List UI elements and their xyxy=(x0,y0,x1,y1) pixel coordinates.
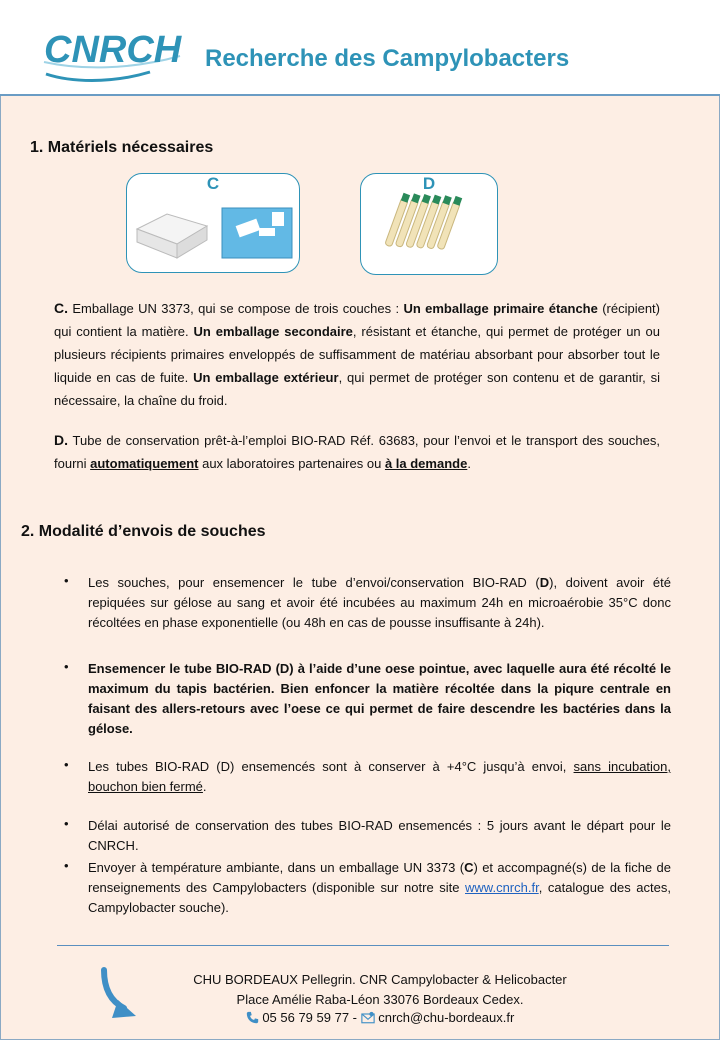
svg-text:CNRCH: CNRCH xyxy=(44,29,182,71)
bullet-4-marker: • xyxy=(64,816,69,831)
section-heading-modalites: 2. Modalité d’envois de souches xyxy=(21,523,266,540)
card-letter-c: C xyxy=(206,174,220,193)
tubes-image xyxy=(361,174,497,274)
packaging-box-image xyxy=(127,174,299,272)
footer-address-line1: CHU BORDEAUX Pellegrin. CNR Campylobacter & Helicobacter xyxy=(193,972,567,987)
footer-address-line2: Place Amélie Raba-Léon 33076 Bordeaux Cedex. xyxy=(236,992,524,1007)
section-heading-materials: 1. Matériels nécessaires xyxy=(30,139,214,156)
email-icon xyxy=(361,1011,375,1024)
footer-contact: 05 56 79 59 77 - cnrch@chu-bordeaux.fr xyxy=(140,1008,620,1028)
bullet-5-marker: • xyxy=(64,858,69,873)
arrow-icon xyxy=(98,966,142,1022)
email-address[interactable]: cnrch@chu-bordeaux.fr xyxy=(378,1010,515,1025)
bullet-1: Les souches, pour ensemencer le tube d’envoi/conservation BIO-RAD (D), doivent avoir été repiquées sur gélose au sang et avoir été incubées au maximum 24h en microaérobie 35°C donc récoltées en phase exponentielle (ou 48h en cas de pousse insuffisante à 24h). xyxy=(88,575,671,630)
phone-number[interactable]: 05 56 79 59 77 xyxy=(262,1010,350,1025)
paragraph-d: D. Tube de conservation prêt-à-l’emploi BIO-RAD Réf. 63683, pour l’envoi et le transport des souches, fourni automatiquement aux laboratoires partenaires ou à la demande. xyxy=(54,432,660,471)
card-letter-d: D xyxy=(422,174,436,193)
website-link[interactable]: www.cnrch.fr xyxy=(465,880,539,895)
bullet-4: Délai autorisé de conservation des tubes BIO-RAD ensemencés : 5 jours avant le départ pour le CNRCH. xyxy=(88,818,671,853)
phone-icon xyxy=(246,1011,259,1024)
bullet-5: Envoyer à température ambiante, dans un emballage UN 3373 (C) et accompagné(s) de la fiche de renseignements des Campylobacters (disponible sur notre site www.cnrch.fr, catalogue des actes, Campylobacter souche). xyxy=(88,860,671,915)
cnrch-logo xyxy=(40,22,188,86)
footer-divider xyxy=(57,945,669,946)
bullet-2: Ensemencer le tube BIO-RAD (D) à l’aide d’une oese pointue, avec laquelle aura été récolté le maximum du tapis bactérien. Bien enfoncer la matière récoltée dans la piqure centrale en faisant des allers-retours avec l’oese ce qui permet de faire descendre les bactéries dans la gélose. xyxy=(88,661,671,736)
bullet-3: Les tubes BIO-RAD (D) ensemencés sont à conserver à +4°C jusqu’à envoi, sans incubation, bouchon bien fermé. xyxy=(88,759,672,794)
bullet-2-marker: • xyxy=(64,659,69,674)
header xyxy=(0,0,720,96)
bullet-3-marker: • xyxy=(64,757,69,772)
bullet-1-marker: • xyxy=(64,573,69,588)
card-emballage xyxy=(126,173,300,273)
page-title: Recherche des Campylobacters xyxy=(205,45,570,72)
card-tubes xyxy=(360,173,498,275)
paragraph-c: C. Emballage UN 3373, qui se compose de trois couches : Un emballage primaire étanche (récipient) qui contient la matière. Un emballage secondaire, résistant et étanche, qui permet de protéger un ou plusieurs récipients primaires enveloppés de suffisamment de matériau absorbant pour absorber tout le liquide en cas de fuite. Un emballage extérieur, qui permet de protéger son contenu et de garantir, si nécessaire, la chaîne du froid. xyxy=(54,300,661,408)
